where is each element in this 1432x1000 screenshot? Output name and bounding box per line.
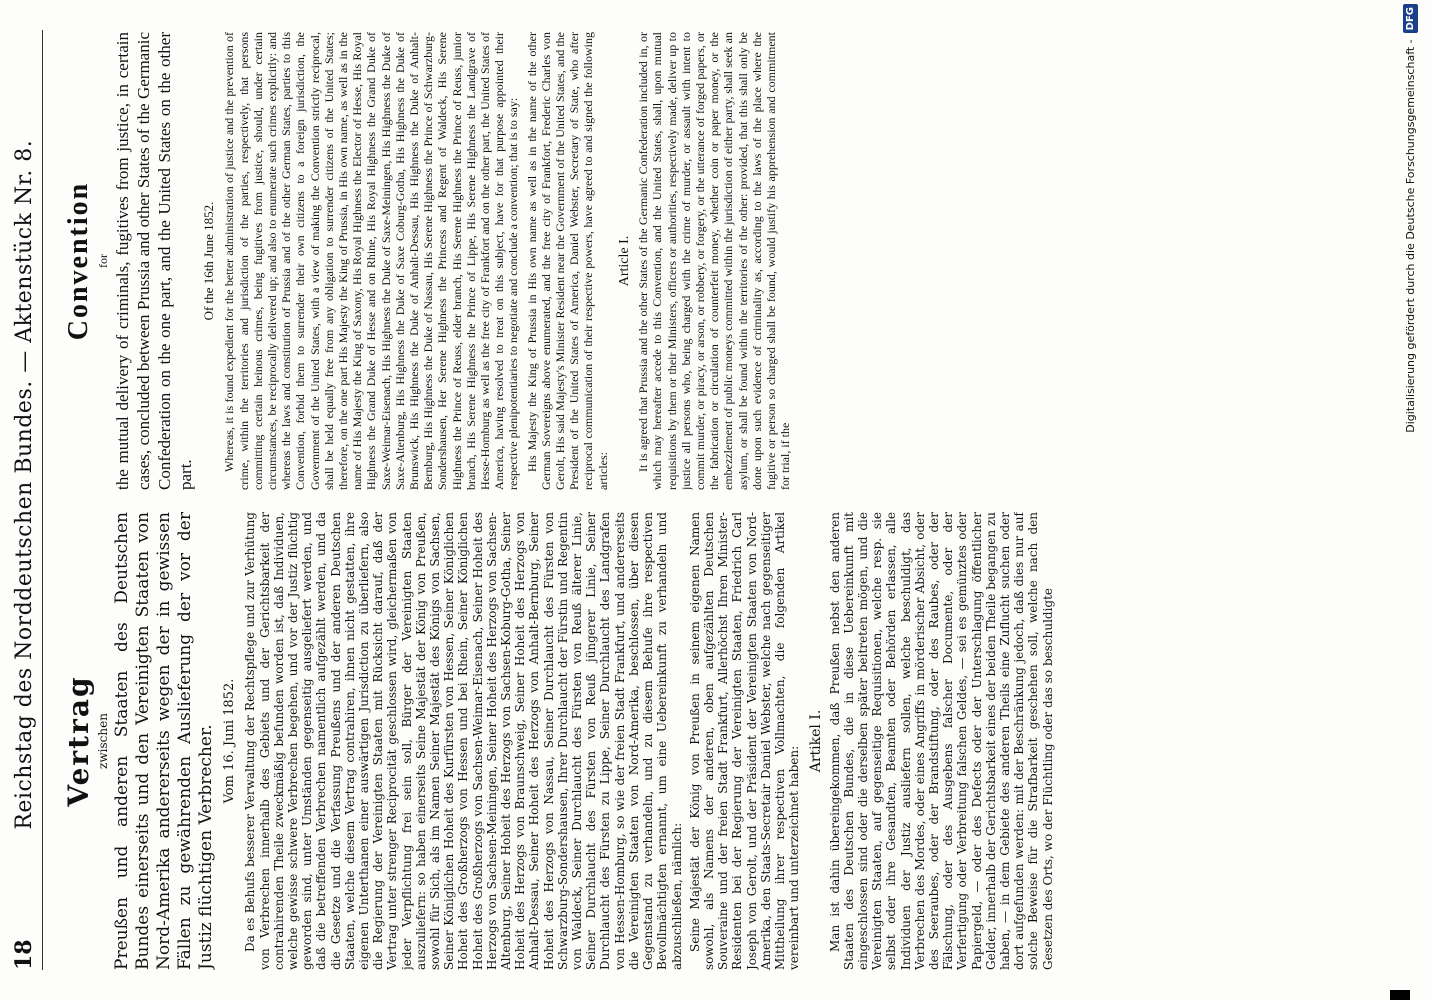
english-article-heading: Article I. — [616, 235, 632, 287]
german-title: Vertrag — [62, 675, 95, 807]
dfg-logo: DFG — [1403, 4, 1418, 33]
german-article-heading: Artikel I. — [808, 709, 825, 773]
german-lead: Preußen und anderen Staaten des Deutschen Bundes einerseits und den Vereinigten Staaten von Nord-Amerika andererseits wegen der in gewissen Fällen zu gewährenden Auslieferung der vor der Justiz flüchtigen Verbrecher. — [112, 512, 217, 970]
page-number: 18 — [11, 939, 37, 970]
running-head: Reichstag des Norddeutschen Bundes. — Aktenstück Nr. 8. — [11, 139, 37, 830]
english-column — [58, 32, 1348, 490]
english-date: Of the 16th June 1852. — [201, 201, 217, 321]
digitization-credit — [1395, 4, 1425, 564]
english-for: for — [96, 254, 110, 268]
english-paragraph: It is agreed that Prussia and the other States of the Germanic Confederation included in, or which may hereafter accede to this Convention, and the United States, shall, upon mutual requisitions by them or their Ministers, officers or authorities, respectively made, deliver up to justice all persons who, being charged with the crime of murder, or assault with intent to commit murder, or piracy, or arson, or robbery, or forgery, or the utterance of forged papers, or the fabrication or circulation of counterfeit money, whether coin or paper money, or the embezzlement of public moneys committed within the jurisdiction of either party, shall seek an asylum, or shall be found within the territories of the other: provided, that this shall only be done upon such evidence of criminality as, according to the laws of the place where the fugitive or person so charged shall be found, would justify his apprehension and commitment for trial, if the — [636, 32, 793, 490]
german-zwischen: zwischen — [96, 713, 110, 769]
english-lead: the mutual delivery of criminals, fugitives from justice, in certain cases, concluded between Prussia and other States of the Germanic Confederation on the one part, and the United States on the other part. — [113, 32, 196, 490]
english-paragraph: Whereas, it is found expedient for the better administration of justice and the prevention of crime, within the territories and jurisdiction of the parties, respectively, that persons committing certain heinous crimes, being fugitives from justice, should, under certain circumstances, be reciprocally delivered up; and also to enumerate such crimes explicitly: and whereas the laws and constitution of Prussia and of the other German States, parties to this Convention, forbid them to surrender their own citizens to a foreign jurisdiction, the Government of the United States, with a view of making the Convention strictly reciprocal, shall be held equally free from any obligation to surrender citizens of the United States; therefore, on the one part His Majesty the King of Prussia, in His own name, as well as in the name of His Majesty the King of Saxony, His Royal Highness the Elector of Hesse, His Royal Highness the Grand Duke of Hesse and on Rhine, His Royal Highness the Grand Duke of Saxe-Weimar-Eisenach, His Highness the Duke of Saxe-Meiningen, His Highness the Duke of Saxe-Altenburg, His Highness the Duke of Saxe Coburg-Gotha, His Highness the Duke of Brunswick, His Highness the Duke of Anhalt-Dessau, His Highness the Duke of Anhalt-Bernburg, His Highness the Duke of Nassau, His Serene Highness the Prince of Schwarzburg-Sondershausen, Her Serene Highness the Princess and Regent of Waldeck, His Serene Highness the Prince of Reuss, elder branch, His Serene Highness the Prince of Reuss, junior branch, His Serene Highness the Prince of Lippe, His Serene Highness the Landgrave of Hesse-Homburg as well as the free city of Frankfort and on the other part, the United States of America, having resolved to treat on this subject, have for that purpose appointed their respective plenipotentiaries to negotiate and conclude a convention; that is to say: — [222, 32, 521, 490]
german-paragraph: Man ist dahin übereingekommen, daß Preußen nebst den anderen Staaten des Deutschen Bundes, die in diese Uebereinkunft mit eingeschlossen sind oder die derselben später beitreten mögen, und die Vereinigten Staaten, auf gegenseitige Requisitionen, welche resp. sie selbst oder ihre Gesandten, Beamten oder Behörden erlassen, alle Individuen der Justiz ausliefern sollen, welche beschuldigt, das Verbrechen des Mordes, oder eines Angriffs in mörderischer Absicht, oder des Seeraubes, oder der Brandstiftung, oder des Raubes, oder der Fälschung, oder des Ausgebens falscher Documente, oder der Verfertigung oder Verbreitung falschen Geldes, — sei es gemünztes oder Papiergeld, — oder des Defects oder der Unterschlagung öffentlicher Gelder, innerhalb der Gerichtsbarkeit eines der beiden Theile begangen zu haben, — in dem Gebiete des anderen Theils eine Zuflucht suchen oder dort aufgefunden werden: mit der Beschränkung jedoch, daß dies nur auf solche Beweise für die Strafbarkeit geschehen soll, welche nach den Gesetzen des Orts, wo der Flüchtling oder das so beschuldigte — [827, 512, 1055, 970]
credit-text: Digitalisierung gefördert durch die Deutsche Forschungsgemeinschaft - — [1403, 39, 1417, 433]
german-column — [58, 512, 1348, 970]
page-header — [6, 30, 43, 970]
german-paragraph: Seine Majestät der König von Preußen in seinem eigenen Namen sowohl, als Namens der anderen, oben aufgezählten Deutschen Souveraine und der freien Stadt Frankfurt, Allerhöchst Ihren Minister-Residenten bei der Regierung der Vereinigten Staaten, Friedrich Carl Joseph von Gerolt, und der Präsident der Vereinigten Staaten von Nord-Amerika, den Staats-Secretair Daniel Webster, welche nach gegenseitiger Mittheilung ihrer respectiven Vollmachten, die folgenden Artikel vereinbart und unterzeichnet haben: — [687, 512, 802, 970]
scan-speck — [1390, 990, 1410, 1000]
german-paragraph: Da es Behufs besserer Verwaltung der Rechtspflege und zur Verhütung von Verbrechen innerhalb des Gebiets und der Gerichtsbarkeit der contrahirenden Theile zweckmäßig befunden worden ist, daß Individuen, welche gewisse schwere Verbrechen begehen, und vor der Justiz flüchtig geworden sind, unter Umständen gegenseitig ausgeliefert werden, und daß die betreffenden Verbrechen namentlich aufgezählt werden, und da die Gesetze und die Verfassung Preußens und der anderen Deutschen Staaten, welche diesem Vertrag contrahiren, ihnen nicht gestatten, ihre eigenen Unterthanen einer auswärtigen Jurisdiction zu überliefern, also die Regierung der Vereinigten Staaten mit Rücksicht darauf, daß der Vertrag unter strenger Reciprocität geschlossen wird, gleichermaßen von jeder Verpflichtung frei sein soll, Bürger der Vereinigten Staaten auszuliefern: so haben einerseits Seine Majestät der König von Preußen, sowohl für Sich, als im Namen Seiner Majestät des Königs von Sachsen, Seiner Königlichen Hoheit des Kurfürsten von Hessen, Seiner Königlichen Hoheit des Großherzogs von Hessen und bei Rhein, Seiner Königlichen Hoheit des Großherzogs von Sachsen-Weimar-Eisenach, Seiner Hoheit des Herzogs von Sachsen-Meiningen, Seiner Hoheit des Herzogs von Sachsen-Altenburg, Seiner Hoheit des Herzogs von Sachsen-Koburg-Gotha, Seiner Hoheit des Herzogs von Braunschweig, Seiner Hoheit des Herzogs von Anhalt-Dessau, Seiner Hoheit des Herzogs von Anhalt-Bernburg, Seiner Hoheit des Herzogs von Nassau, Seiner Durchlaucht des Fürsten von Schwarzburg-Sondershausen, Ihrer Durchlaucht der Fürstin und Regentin von Waldeck, Seiner Durchlaucht des Fürsten von Reuß älterer Linie, Seiner Durchlaucht des Fürsten von Reuß jüngerer Linie, Seiner Durchlaucht des Fürsten zu Lippe, Seiner Durchlaucht des Landgrafen von Hessen-Homburg, so wie der freien Stadt Frankfurt, und andererseits die Vereinigten Staaten von Nord-Amerika, beschlossen, über diesen Gegenstand zu verhandeln, und zu diesem Behufe ihre respectiven Bevollmächtigten ernannt, um eine Uebereinkunft zu verhandeln und abzuschließen, nämlich: — [243, 512, 684, 970]
english-paragraph: His Majesty the King of Prussia in His own name as well as in the name of the other German Sovereigns above enumerated, and the free city of Frankfort, Frederic Charles von Gerolt, His said Majesty's Minister Resident near the Government of the United States, and the President of the United States of America, Daniel Webster, Secretary of State, who after reciprocal communication of their respective powers, have agreed to and signed the following articles: — [524, 32, 610, 490]
german-date: Vom 16. Juni 1852. — [222, 678, 238, 804]
english-title: Convention — [63, 181, 94, 341]
